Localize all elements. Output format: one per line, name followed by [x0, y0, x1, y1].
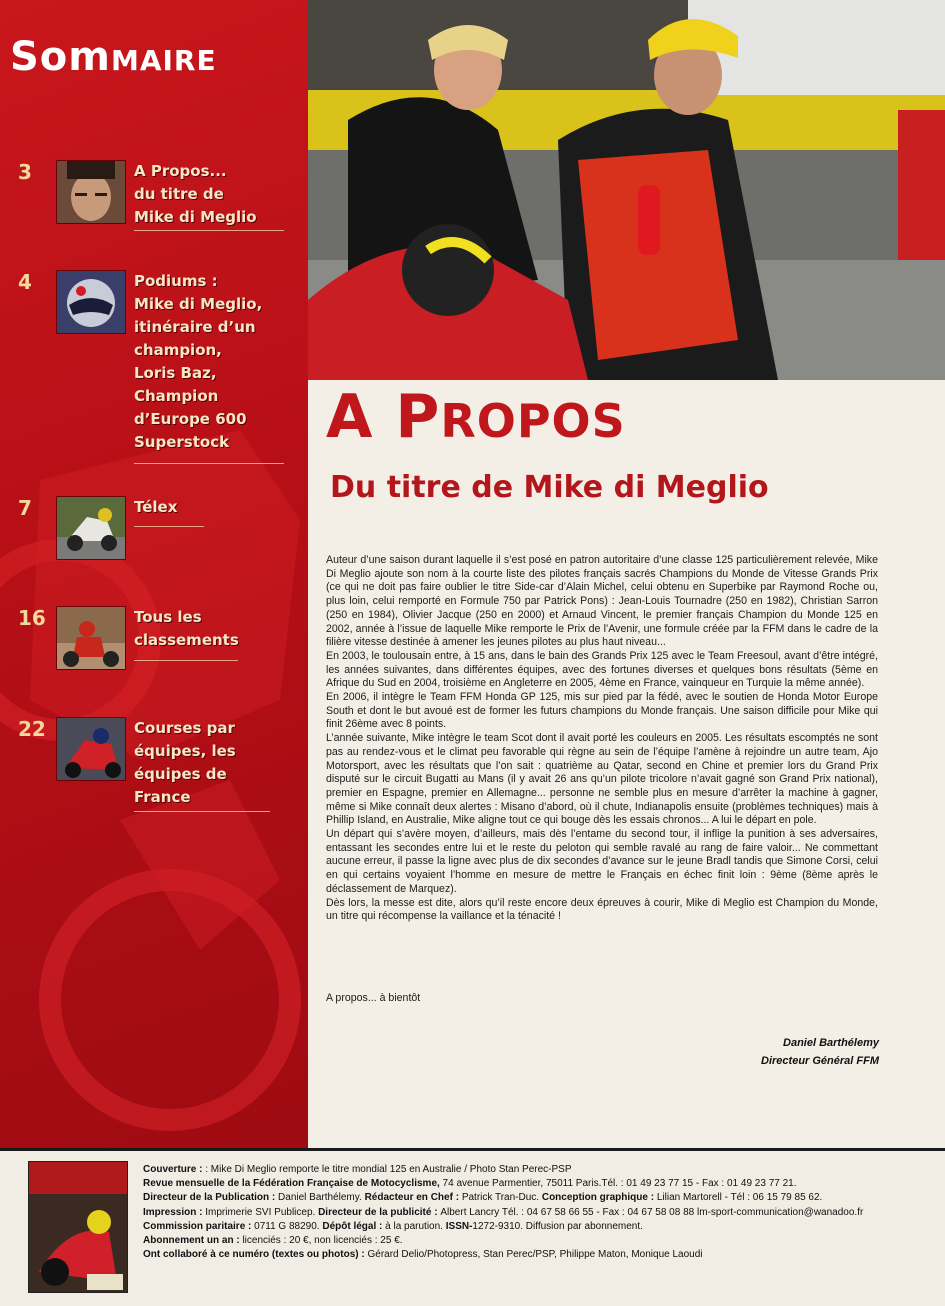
- magazine-cover-thumbnail: [28, 1161, 128, 1293]
- article-subtitle: Du titre de Mike di Meglio: [330, 470, 769, 505]
- toc-title: Télex: [134, 498, 178, 516]
- signature-name: Daniel Barthélemy: [783, 1037, 879, 1049]
- masthead-footer: [0, 1148, 945, 1306]
- sommaire-title: SomMAIRE: [10, 34, 217, 80]
- article-closing: A propos... à bientôt: [326, 992, 421, 1004]
- article-paragraph: Auteur d’une saison durant laquelle il s’est posé en patron autoritaire d’une classe 125 particulièrement relevée, Mike Di Meglio ajoute son nom à la courte liste des pilotes français sacrés Champions du Monde de Vitesse Grands Prix (ce qui ne doit pas faire oublier le titre Side-car d’Alain Michel, celui obtenu en Superbike par Raymond Roche ou, plus loin, celui remporté en Formule 750 par Patrick Pons) : Jean-Louis Tournadre (250 en 1982), Christian Sarron (250 en 1984), Olivier Jacque (250 en 2000) et Arnaud Vincent, le premier français Champion du Monde 125 en 2002, année à l’issue de laquelle Mike remporte le Prix de l’Avenir, une formule créée par la FFM dans le cadre de la filière vitesse destinée à amener les jeunes pilotes au plus haut niveau...: [326, 554, 878, 649]
- toc-page-number: 7: [18, 496, 32, 520]
- credit-line: Couverture : : Mike Di Meglio remporte le titre mondial 125 en Australie / Photo Stan Perec-PSP: [143, 1164, 572, 1175]
- article-paragraph: L’année suivante, Mike intègre le team Scot dont il avait porté les couleurs en 2005. Les résultats escomptés ne sont pas au rendez-vous et le climat peu favorable qui règne au sein de l’équipe l’amène à rejoindre un autre team, Ajo Motorsport, avec les résultats que l’on sait : quatrième au Qatar, second en Chine et premier lors du Grand Prix disputé sur le circuit Bugatti au Mans (il y avait 26 ans qu’un pilote tricolore n’avait gagné son Grand Prix national), premier en Espagne, premier en Allemagne... personne ne semble plus en mesure d’arrêter la machine à gagner, même si Mike connaît deux alertes : Misano d’abord, où il chute, Indianapolis ensuite (problèmes techniques) mais à Phillip Island, en Australie, Mike aligne tout ce qui bouge dès les essais chronos... A lui le départ en pole.: [326, 732, 878, 827]
- toc-thumbnail-helmet: [56, 270, 126, 334]
- credit-line: Abonnement un an : licenciés : 20 €, non licenciés : 25 €.: [143, 1235, 403, 1247]
- toc-thumbnail-standings: [56, 606, 126, 670]
- toc-page-number: 3: [18, 160, 32, 184]
- article-paragraph: En 2003, le toulousain entre, à 15 ans, dans le bain des Grands Prix 125 avec le Team Freesoul, avant d’être intégré, les années suivantes, dans différentes équipes, avec des fortunes diverses et quelques bons résultats (5ème en Afrique du Sud en 2004, troisième en Angleterre en 2005, 4ème en France, vainqueur en Turquie la même année).: [326, 649, 878, 690]
- toc-title: Courses par équipes, les équipes de France: [134, 719, 236, 806]
- divider: [134, 660, 238, 661]
- toc-title: A Propos... du titre de Mike di Meglio: [134, 162, 257, 226]
- toc-page-number: 22: [18, 717, 46, 741]
- toc-title: Tous les classements: [134, 608, 239, 649]
- signature-title: Directeur Général FFM: [761, 1055, 879, 1067]
- divider: [134, 230, 284, 231]
- toc-page-number: 16: [18, 606, 46, 630]
- article-body: [326, 554, 878, 924]
- toc-title: Podiums : Mike di Meglio, itinéraire d’un champion, Loris Baz, Champion d’Europe 600 Superstock: [134, 272, 263, 451]
- credit-line: Directeur de la Publication : Daniel Barthélemy. Rédacteur en Chef : Patrick Tran-Duc. Conception graphique : Lilian Martorell - Tél : 06 15 79 85 62.: [143, 1192, 823, 1204]
- credit-line: Revue mensuelle de la Fédération Française de Motocyclisme, 74 avenue Parmentier, 75011 Paris.Tél. : 01 49 23 77 15 - Fax : 01 49 23 77 21.: [143, 1178, 797, 1190]
- credit-line: Impression : Imprimerie SVI Publicep. Directeur de la publicité : Albert Lancry Tél. : 04 67 58 66 55 - Fax : 04 67 58 08 88 lm-sport-communication@wanadoo.fr: [143, 1206, 864, 1218]
- credit-line: Commission paritaire : 0711 G 88290. Dépôt légal : à la parution. ISSN-1272-9310. Diffusion par abonnement.: [143, 1220, 643, 1232]
- toc-thumbnail-race: [56, 496, 126, 560]
- divider: [134, 463, 284, 464]
- divider: [134, 811, 270, 812]
- cover-photo-riders: [308, 0, 945, 380]
- toc-page-number: 4: [18, 270, 32, 294]
- credits-block: [143, 1163, 913, 1262]
- signature: [761, 1034, 879, 1070]
- divider: [134, 526, 204, 527]
- credit-line: Ont collaboré à ce numéro (textes ou photos) : Gérard Delio/Photopress, Stan Perec/PSP, Philippe Maton, Monique Laoudi: [143, 1249, 703, 1261]
- toc-thumbnail-portrait: [56, 160, 126, 224]
- article-paragraph: Un départ qui s’avère moyen, d’ailleurs, mais dès l’entame du second tour, il inflige la punition à ses adversaires, entassant les secondes entre lui et le reste du peloton qui semble ravalé au rang de faire valoir... Ne commettant aucune erreur, il passe la ligne avec plus de dix secondes d’avance sur le jeune Bradl tandis que Simone Corsi, celui en qui certains voyaient l’homme en mesure de mettre le Français en échec finit loin : 9ème (8ème après le déclassement de Marquez).: [326, 828, 878, 895]
- contents-sidebar: [0, 0, 308, 1148]
- toc-thumbnail-teams: [56, 717, 126, 781]
- article-headline: A PROPOS: [326, 382, 626, 452]
- article-paragraph: Dès lors, la messe est dite, alors qu’il reste encore deux épreuves à courir, Mike di Meglio est Champion du Monde, un titre qui récompense la vaillance et la ténacité !: [326, 896, 878, 923]
- article-paragraph: En 2006, il intègre le Team FFM Honda GP 125, mis sur pied par la fédé, avec le soutien de Honda Motor Europe South et dont le but avoué est de former les futurs champions du Monde français. Une saison difficile pour Mike qui finit 26ème avec 8 points.: [326, 691, 878, 731]
